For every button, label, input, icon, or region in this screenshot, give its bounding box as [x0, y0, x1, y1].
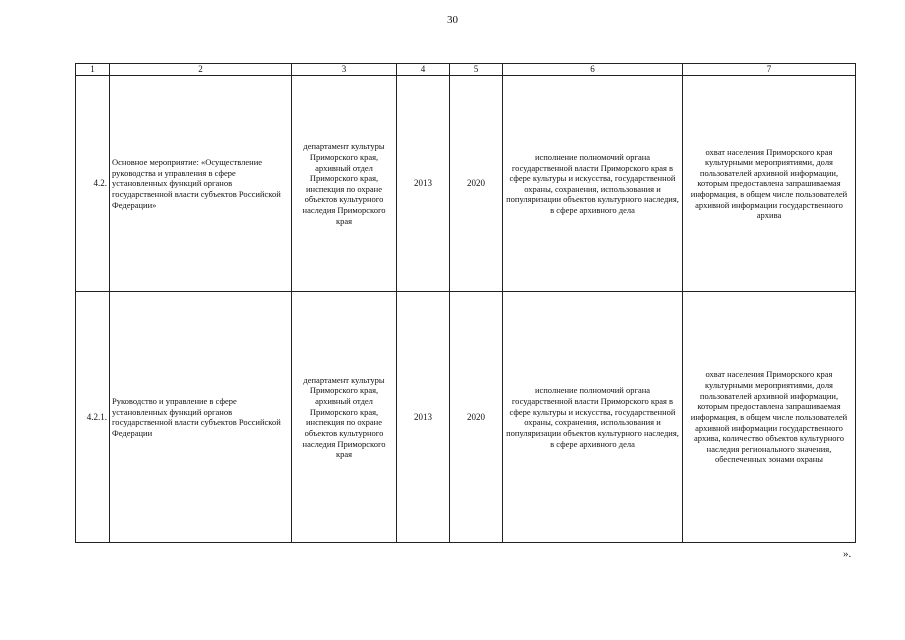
- program-table: [75, 63, 856, 543]
- indicator-link: охват населения Приморского края культурными мероприятиями, доля пользователей архивной информации, которым предоставлена запрашиваемая информация, в общем числе пользователей архивной информации государственного архива, количество объектов культурного наследия регионального значения, обеспеченных зонами охраны: [683, 292, 856, 543]
- start-year: 2013: [397, 292, 450, 543]
- table-row: [76, 76, 856, 292]
- column-header: 2: [110, 64, 292, 76]
- closing-quote: ».: [843, 548, 852, 560]
- column-header: 4: [397, 64, 450, 76]
- expected-result: исполнение полномочий органа государственной власти Приморского края в сфере культуры и искусства, государственной охраны, сохранения, использования и популяризации объектов культурного наследия, в сфере архивного дела: [503, 76, 683, 292]
- end-year: 2020: [450, 292, 503, 543]
- table-row: [76, 292, 856, 543]
- header-row: [76, 64, 856, 76]
- start-year: 2013: [397, 76, 450, 292]
- expected-result: исполнение полномочий органа государственной власти Приморского края в сфере культуры и искусства, государственной охраны, сохранения, использования и популяризации объектов культурного наследия, в сфере архивного дела: [503, 292, 683, 543]
- responsible-executor: департамент культуры Приморского края, архивный отдел Приморского края, инспекция по охране объектов культурного наследия Приморского края: [292, 292, 397, 543]
- column-header: 7: [683, 64, 856, 76]
- column-header: 1: [76, 64, 110, 76]
- row-number: 4.2.: [76, 76, 110, 292]
- column-header: 5: [450, 64, 503, 76]
- activity-name: Основное мероприятие: «Осуществление руководства и управления в сфере установленных функций органов государственной власти субъектов Российской Федерации»: [110, 76, 292, 292]
- responsible-executor: департамент культуры Приморского края, архивный отдел Приморского края, инспекция по охране объектов культурного наследия Приморского края: [292, 76, 397, 292]
- column-header: 6: [503, 64, 683, 76]
- activity-name: Руководство и управление в сфере установленных функций органов государственной власти субъектов Российской Федерации: [110, 292, 292, 543]
- end-year: 2020: [450, 76, 503, 292]
- row-number: 4.2.1.: [76, 292, 110, 543]
- indicator-link: охват населения Приморского края культурными мероприятиями, доля пользователей архивной информации, которым предоставлена запрашиваемая информация, в общем числе пользователей архивной информации государственного архива: [683, 76, 856, 292]
- column-header: 3: [292, 64, 397, 76]
- page-number: 30: [447, 14, 458, 26]
